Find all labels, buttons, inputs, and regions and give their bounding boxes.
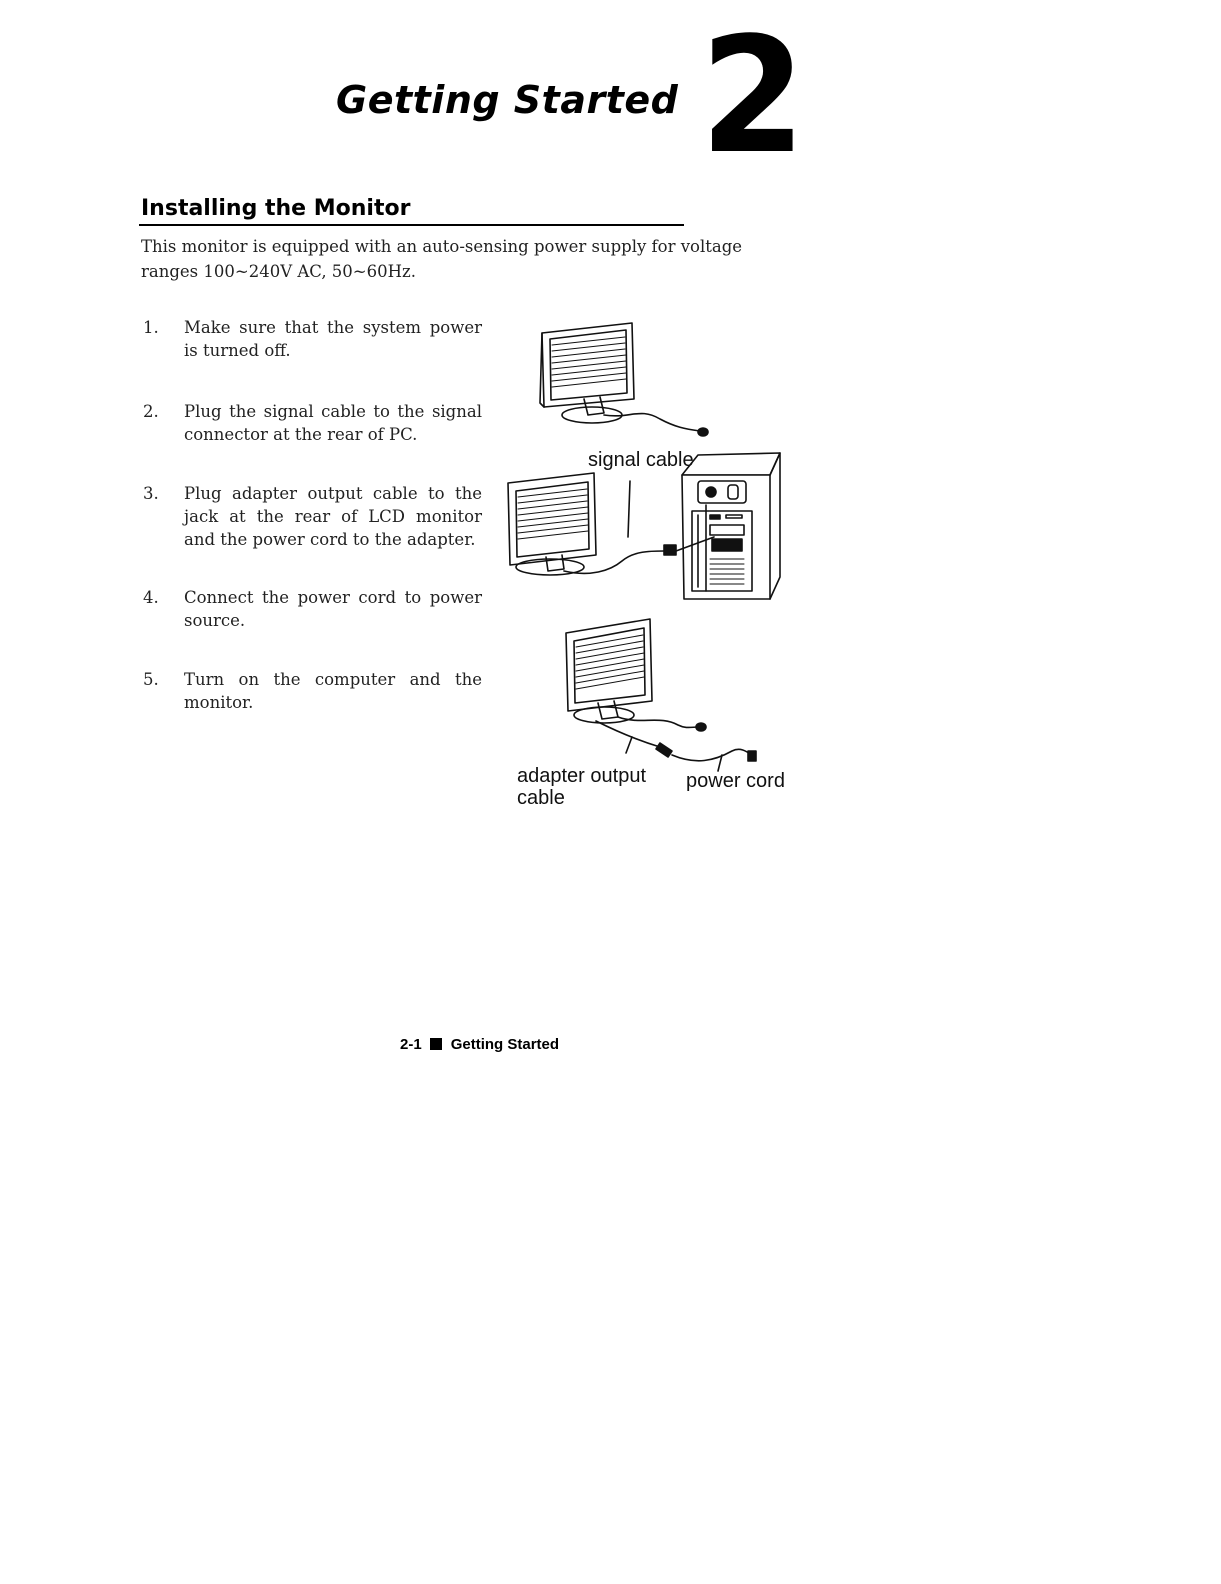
monitor-icon [566, 619, 756, 771]
intro-paragraph: This monitor is equipped with an auto-sensing power supply for voltage ranges 100~240V AC, 50~60Hz. [141, 237, 743, 281]
step-number: 4. [143, 588, 159, 607]
step-number: 3. [143, 484, 159, 503]
step-text: Connect the power cord to power source. [184, 588, 482, 630]
step-number: 5. [143, 670, 159, 689]
section-rule [139, 224, 684, 226]
chapter-title: Getting Started [336, 78, 679, 122]
step-text: Plug adapter output cable to the jack at the rear of LCD monitor and the power cord to the adapter. [184, 484, 482, 549]
pc-tower-icon [682, 453, 780, 599]
page-number: 2-1 [400, 1036, 422, 1053]
page-footer [400, 1036, 559, 1053]
step-number: 2. [143, 402, 159, 421]
step-text: Make sure that the system power is turned off. [184, 318, 482, 360]
adapter-output-label-line2: cable [517, 787, 565, 809]
power-cord-label: power cord [686, 770, 785, 792]
footer-separator-icon [430, 1038, 442, 1050]
installation-illustration [500, 315, 800, 815]
adapter-output-label-line1: adapter output [517, 765, 646, 787]
monitor-icon [540, 323, 708, 436]
chapter-number: 2 [700, 2, 806, 189]
signal-cable-label: signal cable [588, 449, 694, 471]
monitor-setup-drawing [500, 315, 800, 815]
step-text: Turn on the computer and the monitor. [184, 670, 482, 712]
footer-chapter-name: Getting Started [450, 1036, 560, 1053]
step-number: 1. [143, 318, 159, 337]
section-heading: Installing the Monitor [141, 196, 411, 221]
step-text: Plug the signal cable to the signal connector at the rear of PC. [184, 402, 482, 444]
